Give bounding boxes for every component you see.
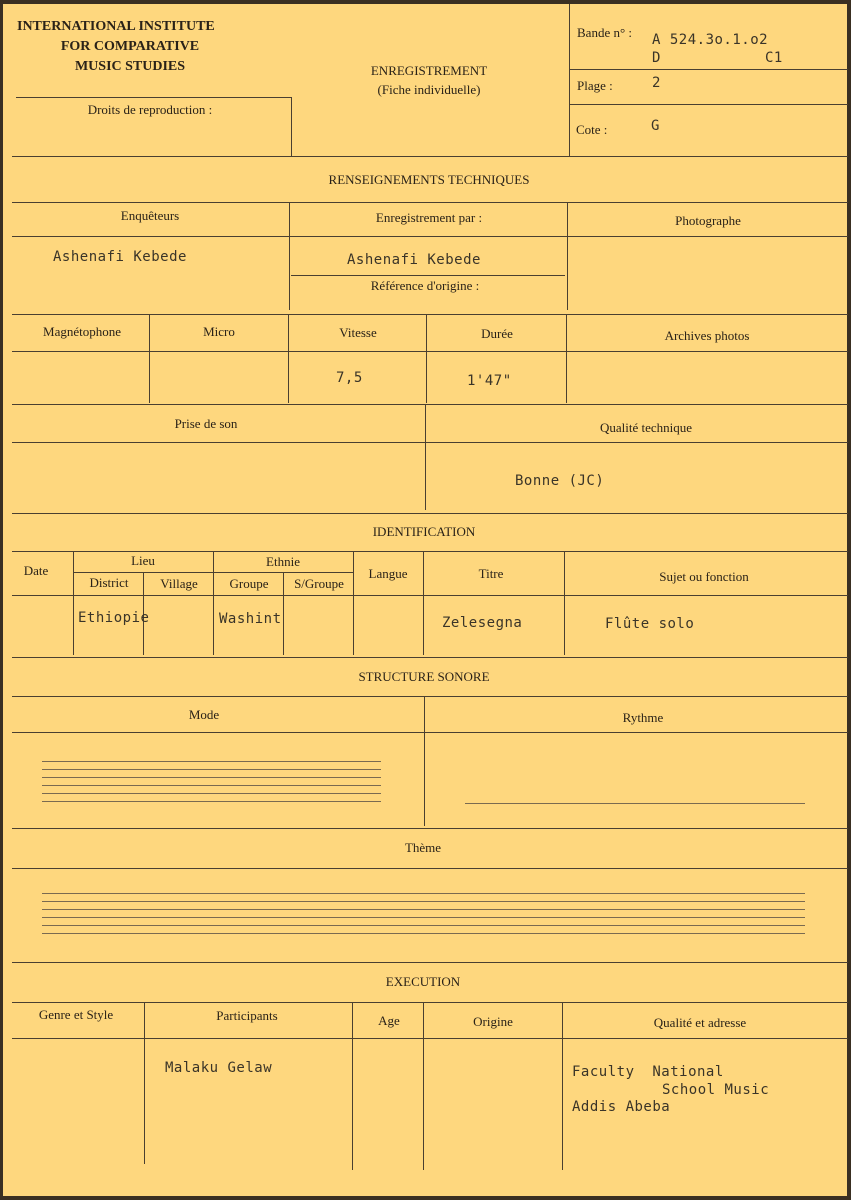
qualite-adresse-label: Qualité et adresse <box>653 1015 747 1030</box>
titre-label: Titre <box>478 566 504 581</box>
mode-writing-line <box>42 785 381 786</box>
section-title-structure: STRUCTURE SONORE <box>358 669 490 684</box>
theme-writing-line <box>42 893 805 894</box>
exec-divider-age <box>352 1002 353 1170</box>
photographe-label: Photographe <box>675 213 741 228</box>
theme-rule-label <box>12 868 848 869</box>
bande-c1-value: C1 <box>765 50 783 66</box>
institute-name-line2: FOR COMPARATIVE <box>60 39 200 54</box>
header-rule-plage <box>569 104 848 105</box>
mode-label: Mode <box>188 707 220 722</box>
header-bottom-rule <box>12 156 848 157</box>
exec-divider-origine <box>423 1002 424 1170</box>
magnetophone-label: Magnétophone <box>43 324 121 339</box>
enqueteurs-label: Enquêteurs <box>120 208 180 223</box>
header-rule-droits <box>16 97 292 98</box>
enqueteurs-value: Ashenafi Kebede <box>53 249 187 265</box>
identification-rule-labels <box>12 595 848 596</box>
theme-writing-line <box>42 933 805 934</box>
rythme-writing-line <box>465 803 805 804</box>
groupe-value: Washint <box>219 611 282 627</box>
bande-d-value: D <box>652 50 661 66</box>
plage-label: Plage : <box>577 78 613 93</box>
duree-label: Durée <box>481 326 513 341</box>
vitesse-label: Vitesse <box>339 325 377 340</box>
qualite-technique-label: Qualité technique <box>599 420 693 435</box>
section-title-technique: RENSEIGNEMENTS TECHNIQUES <box>328 172 530 187</box>
archives-photos-label: Archives photos <box>664 328 750 343</box>
prise-rule-top <box>12 404 848 405</box>
equipment-rule-top <box>12 314 848 315</box>
exec-divider-participants <box>144 1002 145 1164</box>
titre-value: Zelesegna <box>442 615 523 631</box>
sujet-fonction-label: Sujet ou fonction <box>659 569 749 584</box>
prise-de-son-label: Prise de son <box>174 416 238 431</box>
equipment-divider-3 <box>426 314 427 403</box>
mode-writing-line <box>42 793 381 794</box>
mode-writing-line <box>42 777 381 778</box>
plage-value: 2 <box>652 75 661 91</box>
form-title: ENREGISTREMENT <box>370 63 488 78</box>
id-divider-date <box>73 551 74 655</box>
mode-writing-line <box>42 801 381 802</box>
cote-value: G <box>651 118 660 134</box>
bande-label: Bande n° : <box>577 25 633 40</box>
prise-divider <box>425 404 426 510</box>
id-divider-ethnie <box>213 551 214 655</box>
id-divider-titre <box>423 551 424 655</box>
card-edge-bottom <box>0 1196 851 1200</box>
technique-divider-1 <box>289 202 290 310</box>
identification-rule-bottom <box>12 657 848 658</box>
form-subtitle: (Fiche individuelle) <box>377 82 481 97</box>
district-label: District <box>89 575 129 590</box>
equipment-divider-1 <box>149 314 150 403</box>
sujet-value: Flûte solo <box>605 616 695 632</box>
participants-label: Participants <box>216 1008 278 1023</box>
origine-label: Origine <box>473 1014 513 1029</box>
adresse-line2: School Music <box>662 1082 770 1098</box>
technique-divider-2 <box>567 202 568 310</box>
identification-rule-head <box>12 551 848 552</box>
rythme-label: Rythme <box>622 710 664 725</box>
card-edge-top <box>0 0 851 4</box>
prise-rule-labels <box>12 442 848 443</box>
technique-rule-labels <box>12 236 848 237</box>
execution-rule-labels <box>12 1038 848 1039</box>
equipment-divider-2 <box>288 314 289 403</box>
header-divider-droits <box>291 97 292 156</box>
id-divider-sgroupe <box>283 572 284 655</box>
theme-rule-top <box>12 828 848 829</box>
id-divider-langue <box>353 551 354 655</box>
reference-label: Référence d'origine : <box>370 278 480 293</box>
droits-label: Droits de reproduction : <box>87 102 213 117</box>
theme-writing-line <box>42 901 805 902</box>
theme-writing-line <box>42 925 805 926</box>
section-title-identification: IDENTIFICATION <box>372 524 476 539</box>
section-title-execution: EXECUTION <box>385 974 461 989</box>
execution-rule-top <box>12 962 848 963</box>
header-rule-bande <box>569 69 848 70</box>
mode-writing-line <box>42 761 381 762</box>
qualite-technique-value: Bonne (JC) <box>515 473 605 489</box>
theme-writing-line <box>42 909 805 910</box>
header-divider-right <box>569 4 570 156</box>
exec-divider-qualite <box>562 1002 563 1170</box>
institute-name-line1: INTERNATIONAL INSTITUTE <box>17 19 215 34</box>
ethnie-label: Ethnie <box>266 554 300 569</box>
id-divider-sujet <box>564 551 565 655</box>
adresse-line3: Addis Abeba <box>572 1099 671 1115</box>
reference-rule <box>291 275 565 276</box>
sgroupe-label: S/Groupe <box>294 576 344 591</box>
execution-rule-head <box>12 1002 848 1003</box>
cote-label: Cote : <box>576 122 608 137</box>
district-value: Ethiopie <box>78 610 150 626</box>
langue-label: Langue <box>368 566 408 581</box>
technique-rule-top <box>12 202 848 203</box>
date-label: Date <box>23 563 49 578</box>
genre-style-label: Genre et Style <box>38 1007 114 1022</box>
mode-writing-line <box>42 769 381 770</box>
institute-name-line3: MUSIC STUDIES <box>74 59 186 74</box>
theme-writing-line <box>42 917 805 918</box>
participants-value: Malaku Gelaw <box>165 1060 273 1076</box>
structure-divider <box>424 696 425 826</box>
equipment-divider-4 <box>566 314 567 403</box>
vitesse-value: 7,5 <box>336 370 363 386</box>
card-edge-right <box>847 0 851 1200</box>
equipment-rule-labels <box>12 351 848 352</box>
card-edge-left <box>0 0 3 1200</box>
enregistrement-label: Enregistrement par : <box>375 210 483 225</box>
adresse-line1: Faculty National <box>572 1064 724 1080</box>
village-label: Village <box>160 576 198 591</box>
identification-rule-top <box>12 513 848 514</box>
lieu-label: Lieu <box>131 553 155 568</box>
structure-rule-labels <box>12 732 848 733</box>
micro-label: Micro <box>203 324 235 339</box>
duree-value: 1'47" <box>467 373 512 389</box>
age-label: Age <box>378 1013 400 1028</box>
enregistrement-value: Ashenafi Kebede <box>347 252 481 268</box>
structure-rule-top <box>12 696 848 697</box>
groupe-label: Groupe <box>229 576 269 591</box>
theme-label: Thème <box>404 840 442 855</box>
bande-value: A 524.3o.1.o2 <box>652 32 769 48</box>
